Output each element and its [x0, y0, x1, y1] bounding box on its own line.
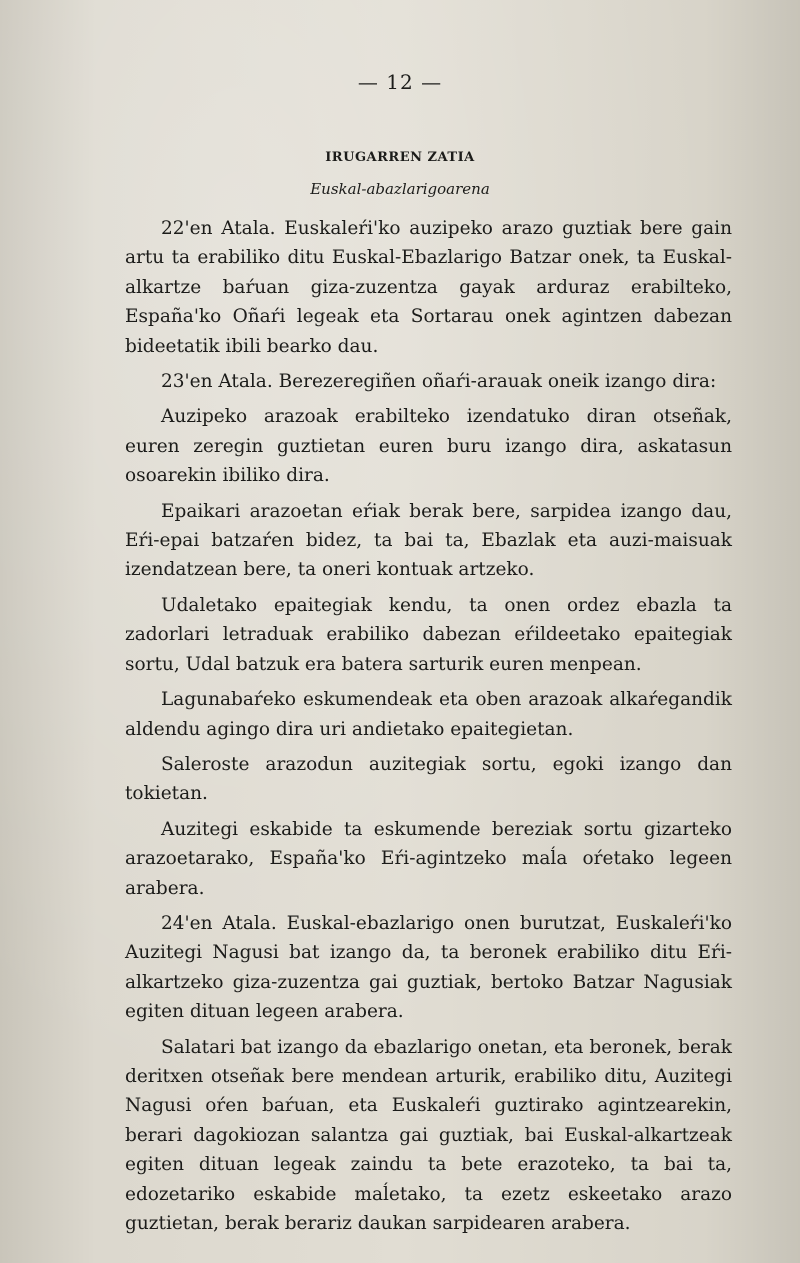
section-subtitle: Euskal-abazlarigoarena [310, 180, 490, 198]
paragraph: Epaikari arazoetan eŕiak berak bere, sarpidea izango dau, Eŕi-epai batzaŕen bidez, ta bai ta, Ebazlak eta auzi-maisuak izendatzean bere, ta oneri kontuak artzeko. [125, 500, 732, 581]
paragraph-atala-23: 23'en Atala. Berezeregiñen oñaŕi-arauak oneik izango dira: [161, 371, 717, 393]
text-body [125, 214, 732, 1238]
paragraph: Auzipeko arazoak erabilteko izendatuko diran otseñak, euren zeregin guztietan euren buru izango dira, askatasun osoarekin ibiliko dira. [125, 406, 732, 487]
paragraph: Udaletako epaitegiak kendu, ta onen ordez ebazla ta zadorlari letraduak erabiliko dabezan eŕildeetako epaitegiak sortu, Udal batzuk era batera sarturik euren menpean. [125, 594, 732, 675]
section-title: IRUGARREN ZATIA [325, 150, 475, 165]
paragraph-atala-24: 24'en Atala. Euskal-ebazlarigo onen burutzat, Euskaleŕi'ko Auzitegi Nagusi bat izango da, ta beronek erabiliko ditu Eŕi-alkartzeko giza-zuzentza gai guztiak, bertoko Batzar Nagusiak egiten dituan legeen arabera. [125, 912, 732, 1023]
paragraph: Saleroste arazodun auzitegiak sortu, egoki izango dan tokietan. [125, 753, 732, 805]
paragraph: Salatari bat izango da ebazlarigo onetan, eta beronek, berak deritxen otseñak bere mendean arturik, erabiliko ditu, Auzitegi Nagusi oŕen baŕuan, eta Euskaleŕi guztirako agintzearekin, berari dagokiozan salantza gai guztiak, bai Euskal-alkartzeak egiten dituan legeak zaindu ta bete erazoteko, ta bai ta, edozetariko eskabide maĺetako, ta ezetz eskeetako arazo guztietan, berak berariz daukan sarpidearen arabera. [125, 1036, 732, 1234]
paragraph-atala-22: 22'en Atala. Euskaleŕi'ko auzipeko arazo guztiak bere gain artu ta erabiliko ditu Euskal-Ebazlarigo Batzar onek, ta Euskal-alkartze baŕuan giza-zuzentza gayak arduraz erabilteko, España'ko Oñaŕi legeak eta Sortarau onek agintzen dabezan bideetatik ibili bearko dau. [125, 218, 732, 357]
page-number: — 12 — [357, 70, 443, 94]
paragraph: Auzitegi eskabide ta eskumende bereziak sortu gizarteko arazoetarako, España'ko Eŕi-agintzeko maĺa oŕetako legeen arabera. [125, 818, 732, 899]
paragraph: Lagunabaŕeko eskumendeak eta oben arazoak alkaŕegandik aldendu agingo dira uri andietako epaitegietan. [125, 689, 732, 740]
